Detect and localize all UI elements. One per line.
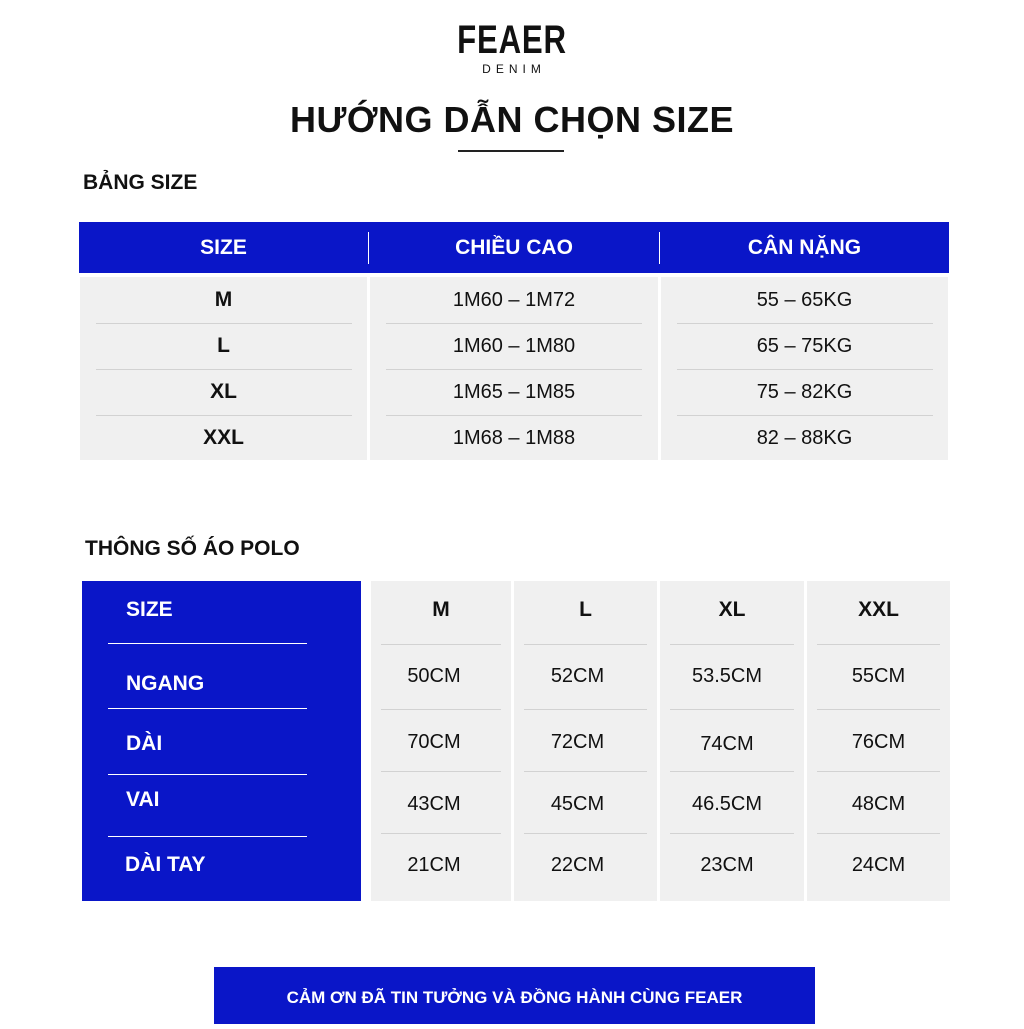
polo-size-header: XL: [718, 598, 746, 621]
weight-cell: 65 – 75KG: [756, 335, 853, 357]
title-underline: [458, 150, 564, 152]
height-cell: 1M60 – 1M80: [452, 335, 576, 357]
polo-size-header: M: [432, 598, 450, 621]
size-header-size: SIZE: [200, 236, 247, 259]
row-divider: [670, 644, 794, 645]
thank-you-banner: CẢM ƠN ĐÃ TIN TƯỞNG VÀ ĐỒNG HÀNH CÙNG FEAER: [214, 967, 815, 1024]
polo-measure-cell: 72CM: [550, 731, 605, 753]
polo-row-label: SIZE: [126, 598, 173, 621]
size-header-weight: CÂN NẶNG: [747, 236, 862, 259]
brand-logo-subtitle: DENIM: [482, 62, 546, 76]
size-cell: XXL: [203, 426, 244, 449]
weight-cell: 82 – 88KG: [756, 427, 853, 449]
size-cell: XL: [210, 380, 237, 403]
row-divider: [670, 709, 794, 710]
brand-logo: FEAER: [457, 18, 567, 62]
row-divider: [524, 771, 647, 772]
row-divider: [524, 833, 647, 834]
size-cell: L: [217, 334, 230, 357]
polo-measure-cell: 48CM: [851, 793, 906, 815]
polo-measure-cell: 43CM: [407, 793, 461, 815]
row-divider: [381, 771, 501, 772]
polo-measure-cell: 70CM: [407, 731, 461, 753]
page-title: HƯỚNG DẪN CHỌN SIZE: [289, 99, 735, 140]
size-header-height: CHIỀU CAO: [455, 236, 573, 259]
polo-row-label: DÀI TAY: [125, 853, 206, 876]
polo-measure-cell: 52CM: [550, 665, 605, 687]
label-divider: [108, 836, 307, 837]
polo-row-label: DÀI: [126, 732, 163, 755]
polo-measure-cell: 22CM: [550, 854, 605, 876]
row-divider: [817, 833, 940, 834]
polo-size-header: XXL: [858, 598, 899, 621]
size-table-title: BẢNG SIZE: [83, 171, 198, 194]
polo-table-title: THÔNG SỐ ÁO POLO: [85, 537, 300, 560]
polo-row-label: NGANG: [126, 672, 205, 695]
polo-label-column: [82, 581, 361, 901]
polo-measure-cell: 24CM: [851, 854, 906, 876]
polo-measure-cell: 74CM: [700, 733, 754, 755]
height-cell: 1M60 – 1M72: [452, 289, 576, 311]
row-divider: [381, 644, 501, 645]
row-divider: [670, 833, 794, 834]
size-cell: M: [214, 288, 233, 311]
label-divider: [108, 708, 307, 709]
polo-row-label: VAI: [126, 788, 160, 811]
polo-measure-cell: 23CM: [700, 854, 754, 876]
row-divider: [817, 709, 940, 710]
row-divider: [524, 709, 647, 710]
label-divider: [108, 643, 307, 644]
height-cell: 1M65 – 1M85: [452, 381, 576, 403]
label-divider: [108, 774, 307, 775]
polo-measure-cell: 46.5CM: [691, 793, 763, 815]
polo-measure-cell: 45CM: [550, 793, 605, 815]
size-table-header: [79, 222, 949, 273]
polo-measure-cell: 76CM: [851, 731, 906, 753]
polo-measure-cell: 50CM: [407, 665, 461, 687]
row-divider: [381, 833, 501, 834]
height-cell: 1M68 – 1M88: [452, 427, 576, 449]
row-divider: [524, 644, 647, 645]
row-divider: [381, 709, 501, 710]
row-divider: [817, 771, 940, 772]
row-divider: [670, 771, 794, 772]
weight-cell: 55 – 65KG: [756, 289, 853, 311]
polo-measure-cell: 53.5CM: [691, 665, 763, 687]
polo-measure-cell: 21CM: [407, 854, 461, 876]
row-divider: [817, 644, 940, 645]
polo-size-header: L: [579, 598, 592, 621]
weight-cell: 75 – 82KG: [756, 381, 853, 403]
polo-measure-cell: 55CM: [851, 665, 906, 687]
